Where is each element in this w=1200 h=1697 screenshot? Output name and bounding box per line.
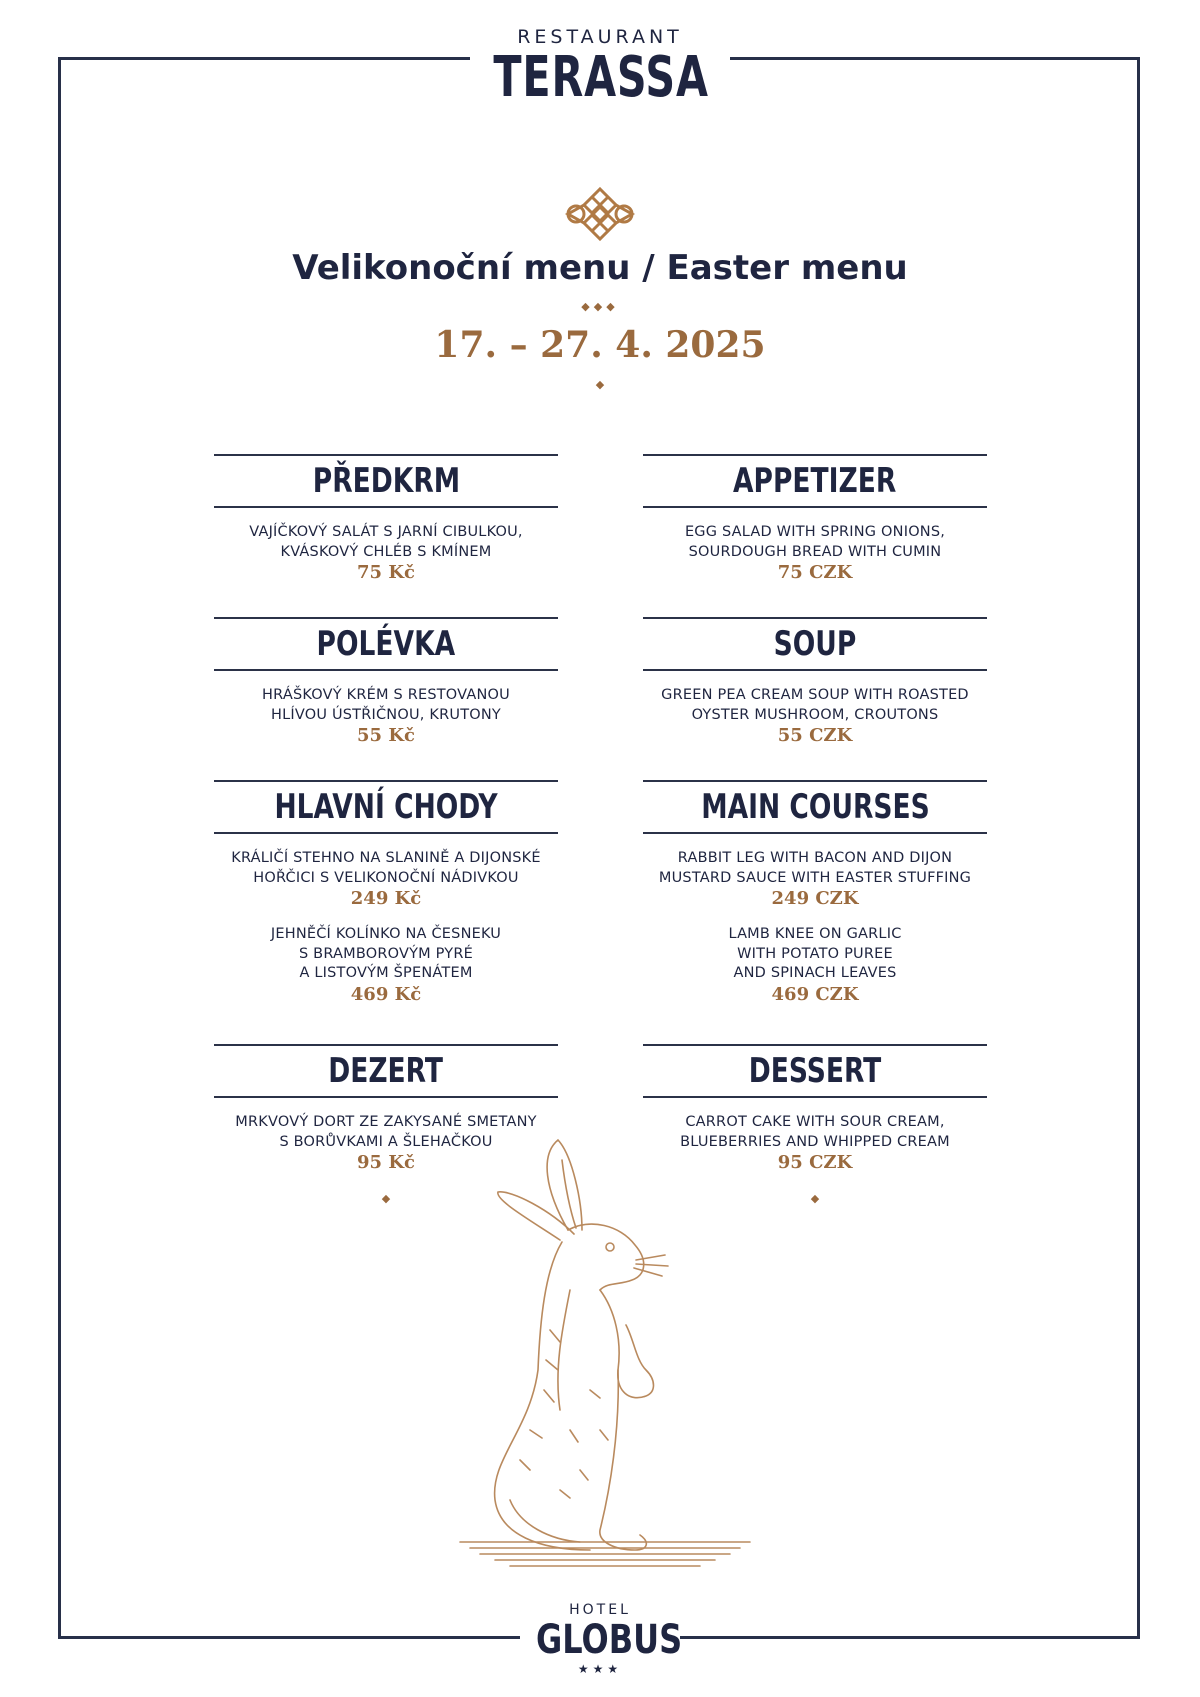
logo-hotel-name: GLOBUS [536, 1617, 683, 1663]
diamond-icon: ◆ [595, 378, 605, 391]
menu-date: 17. – 27. 4. 2025 [434, 324, 766, 366]
section-soup-en [643, 617, 987, 747]
menu-price: 469 Kč [350, 983, 422, 1005]
menu-price: 469 CZK [771, 983, 859, 1005]
menu-price: 95 Kč [357, 1152, 415, 1173]
diamond-divider-icon: ◆◆◆ [581, 300, 619, 313]
menu-item: CARROT CAKE WITH SOUR CREAM, BLUEBERRIES AND WHIPPED CREAM [680, 1114, 950, 1150]
menu-item: MRKVOVÝ DORT ZE ZAKYSANÉ SMETANY S BORŮVKAMI A ŠLEHAČKOU [235, 1114, 537, 1150]
celtic-knot-icon [558, 185, 642, 243]
rabbit-illustration-icon [450, 1130, 760, 1580]
section-heading: POLÉVKA [214, 617, 558, 671]
logo-hotel-label: HOTEL [569, 1602, 631, 1618]
diamond-icon: ◆ [810, 1192, 820, 1205]
menu-item: VAJÍČKOVÝ SALÁT S JARNÍ CIBULKOU, KVÁSKOVÝ CHLÉB S KMÍNEM [249, 524, 523, 560]
section-soup-cz [214, 617, 558, 747]
menu-price: 75 Kč [357, 562, 415, 583]
menu-price: 75 CZK [777, 562, 853, 583]
menu-price: 249 CZK [771, 888, 859, 909]
menu-title: Velikonoční menu / Easter menu [292, 248, 908, 288]
section-mains-en [643, 780, 987, 1006]
hotel-stars: ★★★ [577, 1662, 623, 1676]
section-heading: DESSERT [643, 1044, 987, 1098]
menu-price: 95 CZK [777, 1152, 853, 1173]
menu-item: RABBIT LEG WITH BACON AND DIJON MUSTARD SAUCE WITH EASTER STUFFING [658, 850, 972, 886]
section-mains-cz [214, 780, 558, 1006]
restaurant-logo [470, 0, 730, 120]
logo-restaurant-name: TERASSA [493, 45, 709, 110]
menu-item: KRÁLIČÍ STEHNO NA SLANINĚ A DIJONSKÉ HOŘČICI S VELIKONOČNÍ NÁDIVKOU [231, 850, 541, 886]
diamond-icon: ◆ [381, 1192, 391, 1205]
section-heading: APPETIZER [643, 454, 987, 508]
menu-item: HRÁŠKOVÝ KRÉM S RESTOVANOU HLÍVOU ÚSTŘIČNOU, KRUTONY [262, 687, 510, 723]
menu-item: LAMB KNEE ON GARLIC WITH POTATO PUREE AND SPINACH LEAVES [728, 926, 902, 981]
menu-price: 55 Kč [357, 725, 415, 746]
menu-item: JEHNĚČÍ KOLÍNKO NA ČESNEKU S BRAMBOROVÝM PYRÉ A LISTOVÝM ŠPENÁTEM [270, 926, 502, 981]
section-heading: MAIN COURSES [643, 780, 987, 834]
menu-item: EGG SALAD WITH SPRING ONIONS, SOURDOUGH BREAD WITH CUMIN [684, 524, 946, 560]
menu-price: 249 Kč [350, 888, 422, 909]
section-heading: HLAVNÍ CHODY [214, 780, 558, 834]
menu-item: GREEN PEA CREAM SOUP WITH ROASTED OYSTER MUSHROOM, CROUTONS [661, 687, 969, 723]
menu-price: 55 CZK [777, 725, 853, 746]
hotel-logo [520, 1590, 683, 1697]
section-heading: SOUP [643, 617, 987, 671]
section-heading: DEZERT [214, 1044, 558, 1098]
logo-restaurant-label: RESTAURANT [517, 26, 683, 48]
section-heading: PŘEDKRM [214, 454, 558, 508]
section-appetizer-en [643, 454, 987, 584]
section-appetizer-cz [214, 454, 558, 584]
